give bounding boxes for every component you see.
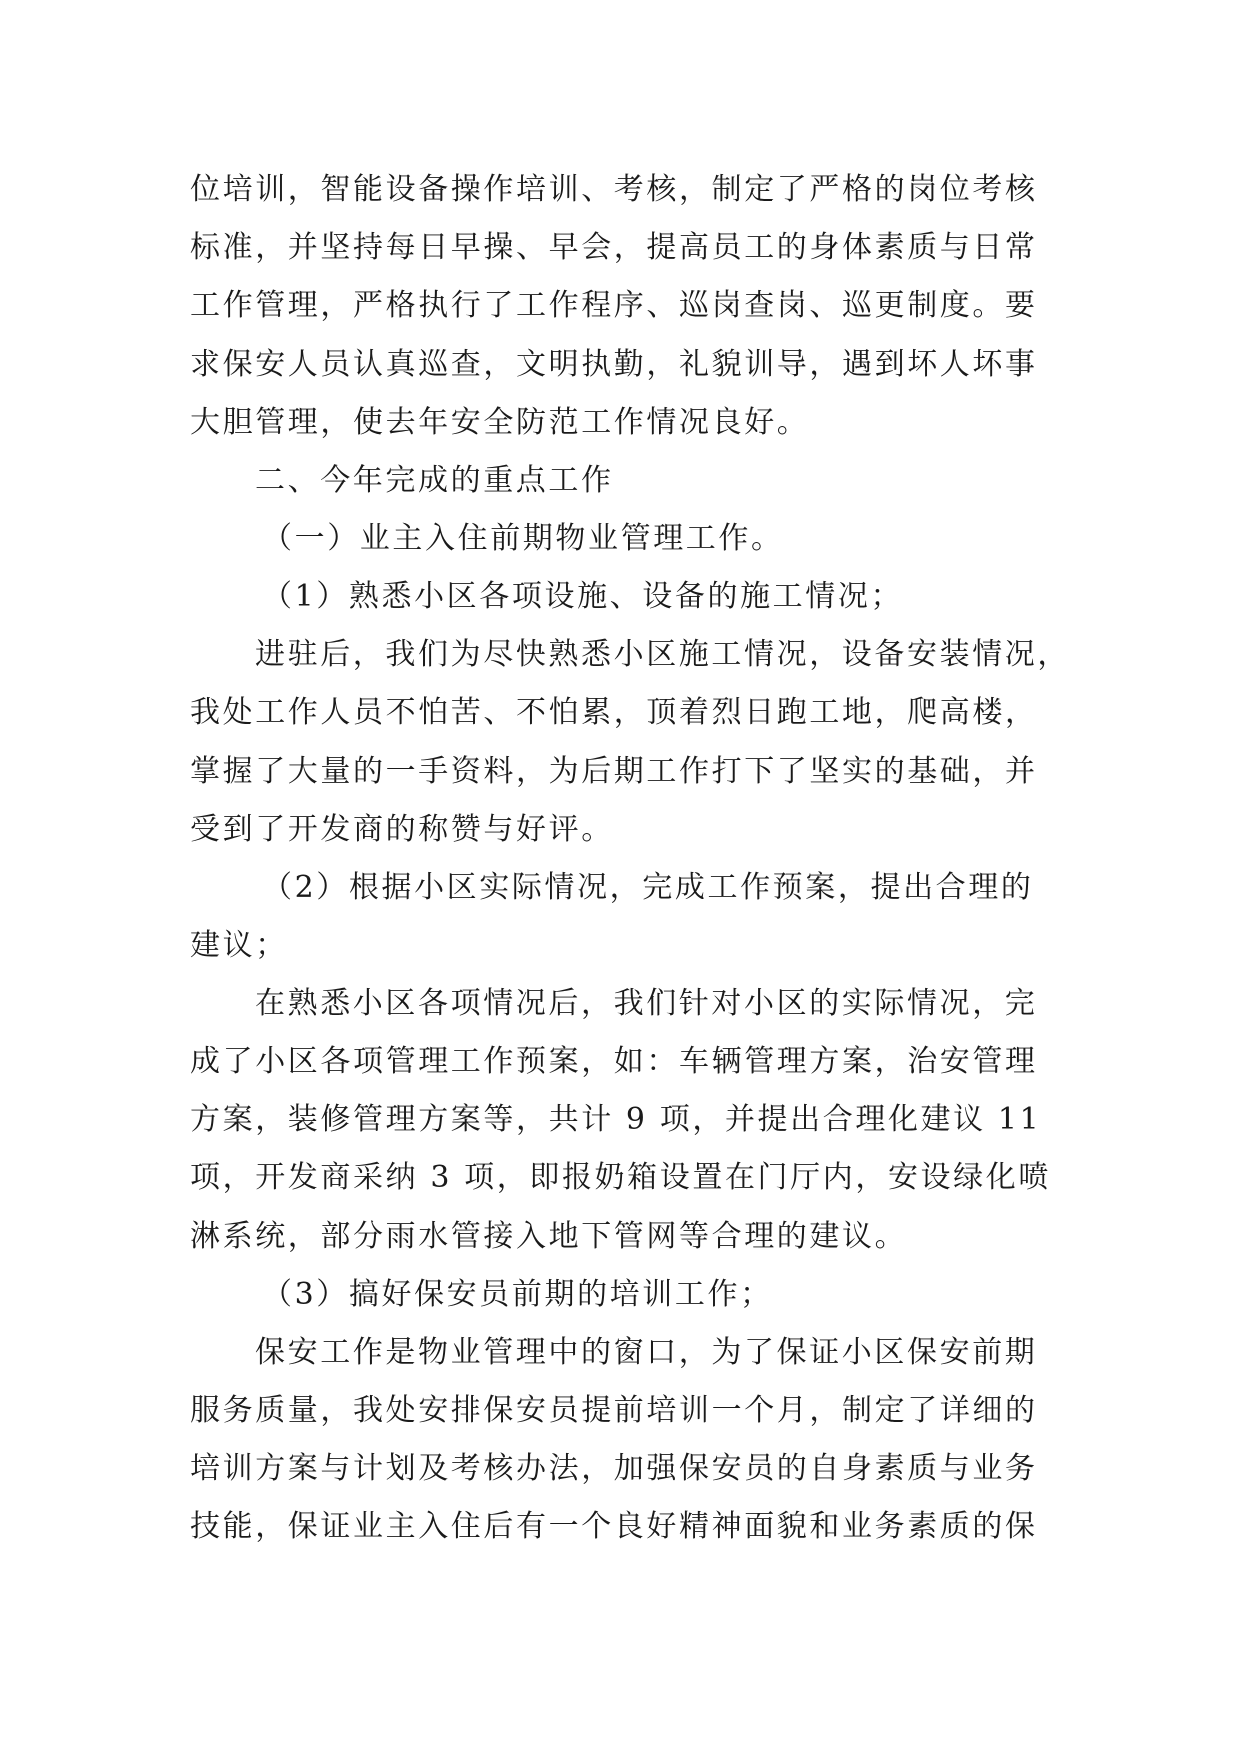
text-line: 大胆管理，使去年安全防范工作情况良好。 [190, 405, 810, 440]
text-line: 方案，装修管理方案等，共计 9 项，并提出合理化建议 11 [190, 1102, 1042, 1137]
text-line: 我处工作人员不怕苦、不怕累，顶着烈日跑工地，爬高楼， [190, 695, 1038, 730]
text-line: 项，开发商采纳 3 项，即报奶箱设置在门厅内，安设绿化喷 [190, 1160, 1051, 1195]
text-line: 服务质量，我处安排保安员提前培训一个月，制定了详细的 [190, 1393, 1038, 1428]
text-line: 技能，保证业主入住后有一个良好精神面貌和业务素质的保 [190, 1509, 1038, 1544]
subsection-heading: （一）业主入住前期物业管理工作。 [262, 521, 784, 556]
text-line: 求保安人员认真巡查，文明执勤，礼貌训导，遇到坏人坏事 [190, 347, 1038, 382]
text-line: 标准，并坚持每日早操、早会，提高员工的身体素质与日常 [190, 230, 1038, 265]
text-line: 工作管理，严格执行了工作程序、巡岗查岗、巡更制度。要 [190, 288, 1038, 323]
text-line: 受到了开发商的称赞与好评。 [190, 812, 614, 847]
text-line: 淋系统，部分雨水管接入地下管网等合理的建议。 [190, 1219, 908, 1254]
text-line: 培训方案与计划及考核办法，加强保安员的自身素质与业务 [190, 1451, 1038, 1486]
section-heading: 二、今年完成的重点工作 [255, 463, 614, 498]
text-line: 建议； [190, 928, 288, 963]
item-heading: （3）搞好保安员前期的培训工作； [262, 1277, 773, 1312]
text-line: 掌握了大量的一手资料，为后期工作打下了坚实的基础，并 [190, 754, 1038, 789]
text-line: 进驻后，我们为尽快熟悉小区施工情况，设备安装情况， [255, 637, 1070, 672]
text-line: 位培训，智能设备操作培训、考核，制定了严格的岗位考核 [190, 172, 1038, 207]
item-heading: （1）熟悉小区各项设施、设备的施工情况； [262, 579, 904, 614]
text-line: 成了小区各项管理工作预案，如：车辆管理方案，治安管理 [190, 1044, 1038, 1079]
text-line: 在熟悉小区各项情况后，我们针对小区的实际情况，完 [255, 986, 1038, 1021]
item-heading: （2）根据小区实际情况，完成工作预案，提出合理的 [262, 870, 1034, 905]
text-line: 保安工作是物业管理中的窗口，为了保证小区保安前期 [255, 1335, 1038, 1370]
